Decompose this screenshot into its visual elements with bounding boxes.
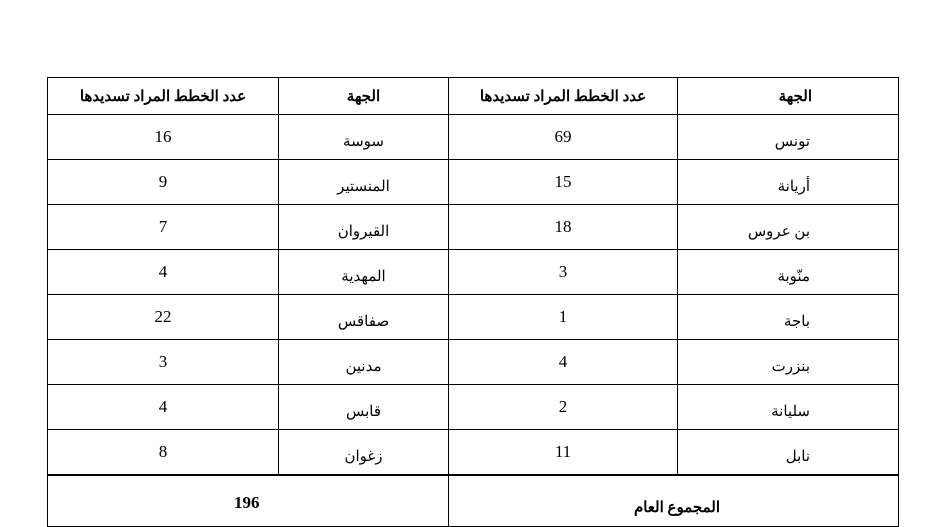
table-row [48,295,899,340]
table-row [48,430,899,476]
region-name-cell: المهدية [279,250,449,295]
table-row [48,115,899,160]
grand-total-value: 196 [48,475,449,527]
region-name-cell: تونس [678,115,899,160]
plans-count-cell: 4 [48,385,279,430]
region-name-cell: بنزرت [678,340,899,385]
total-row [48,475,899,527]
header-plans-count-2: عدد الخطط المراد تسديدها [48,78,279,115]
region-name-cell: نابل [678,430,899,476]
plans-count-cell: 2 [449,385,678,430]
plans-count-cell: 22 [48,295,279,340]
region-name-cell: سوسة [279,115,449,160]
region-name-cell: سليانة [678,385,899,430]
region-name-cell: أريانة [678,160,899,205]
plans-count-cell: 7 [48,205,279,250]
region-name-cell: منّوبة [678,250,899,295]
plans-table [47,77,899,527]
plans-count-cell: 16 [48,115,279,160]
header-region-2: الجهة [279,78,449,115]
table-row [48,250,899,295]
plans-count-cell: 4 [449,340,678,385]
region-name-cell: القيروان [279,205,449,250]
table-row [48,385,899,430]
region-name-cell: مدنين [279,340,449,385]
plans-count-cell: 3 [48,340,279,385]
plans-count-cell: 8 [48,430,279,476]
plans-count-cell: 11 [449,430,678,476]
header-region-1: الجهة [678,78,899,115]
table-header-row [48,78,899,115]
plans-count-cell: 4 [48,250,279,295]
table-row [48,205,899,250]
grand-total-label: المجموع العام [449,475,899,527]
region-name-cell: قابس [279,385,449,430]
plans-count-cell: 1 [449,295,678,340]
table-row [48,340,899,385]
region-name-cell: المنستير [279,160,449,205]
plans-count-cell: 15 [449,160,678,205]
table-row [48,160,899,205]
plans-count-cell: 3 [449,250,678,295]
region-name-cell: زغوان [279,430,449,476]
plans-count-cell: 18 [449,205,678,250]
region-name-cell: بن عروس [678,205,899,250]
region-name-cell: صفاقس [279,295,449,340]
header-plans-count-1: عدد الخطط المراد تسديدها [449,78,678,115]
region-name-cell: باجة [678,295,899,340]
plans-count-cell: 9 [48,160,279,205]
plans-count-cell: 69 [449,115,678,160]
